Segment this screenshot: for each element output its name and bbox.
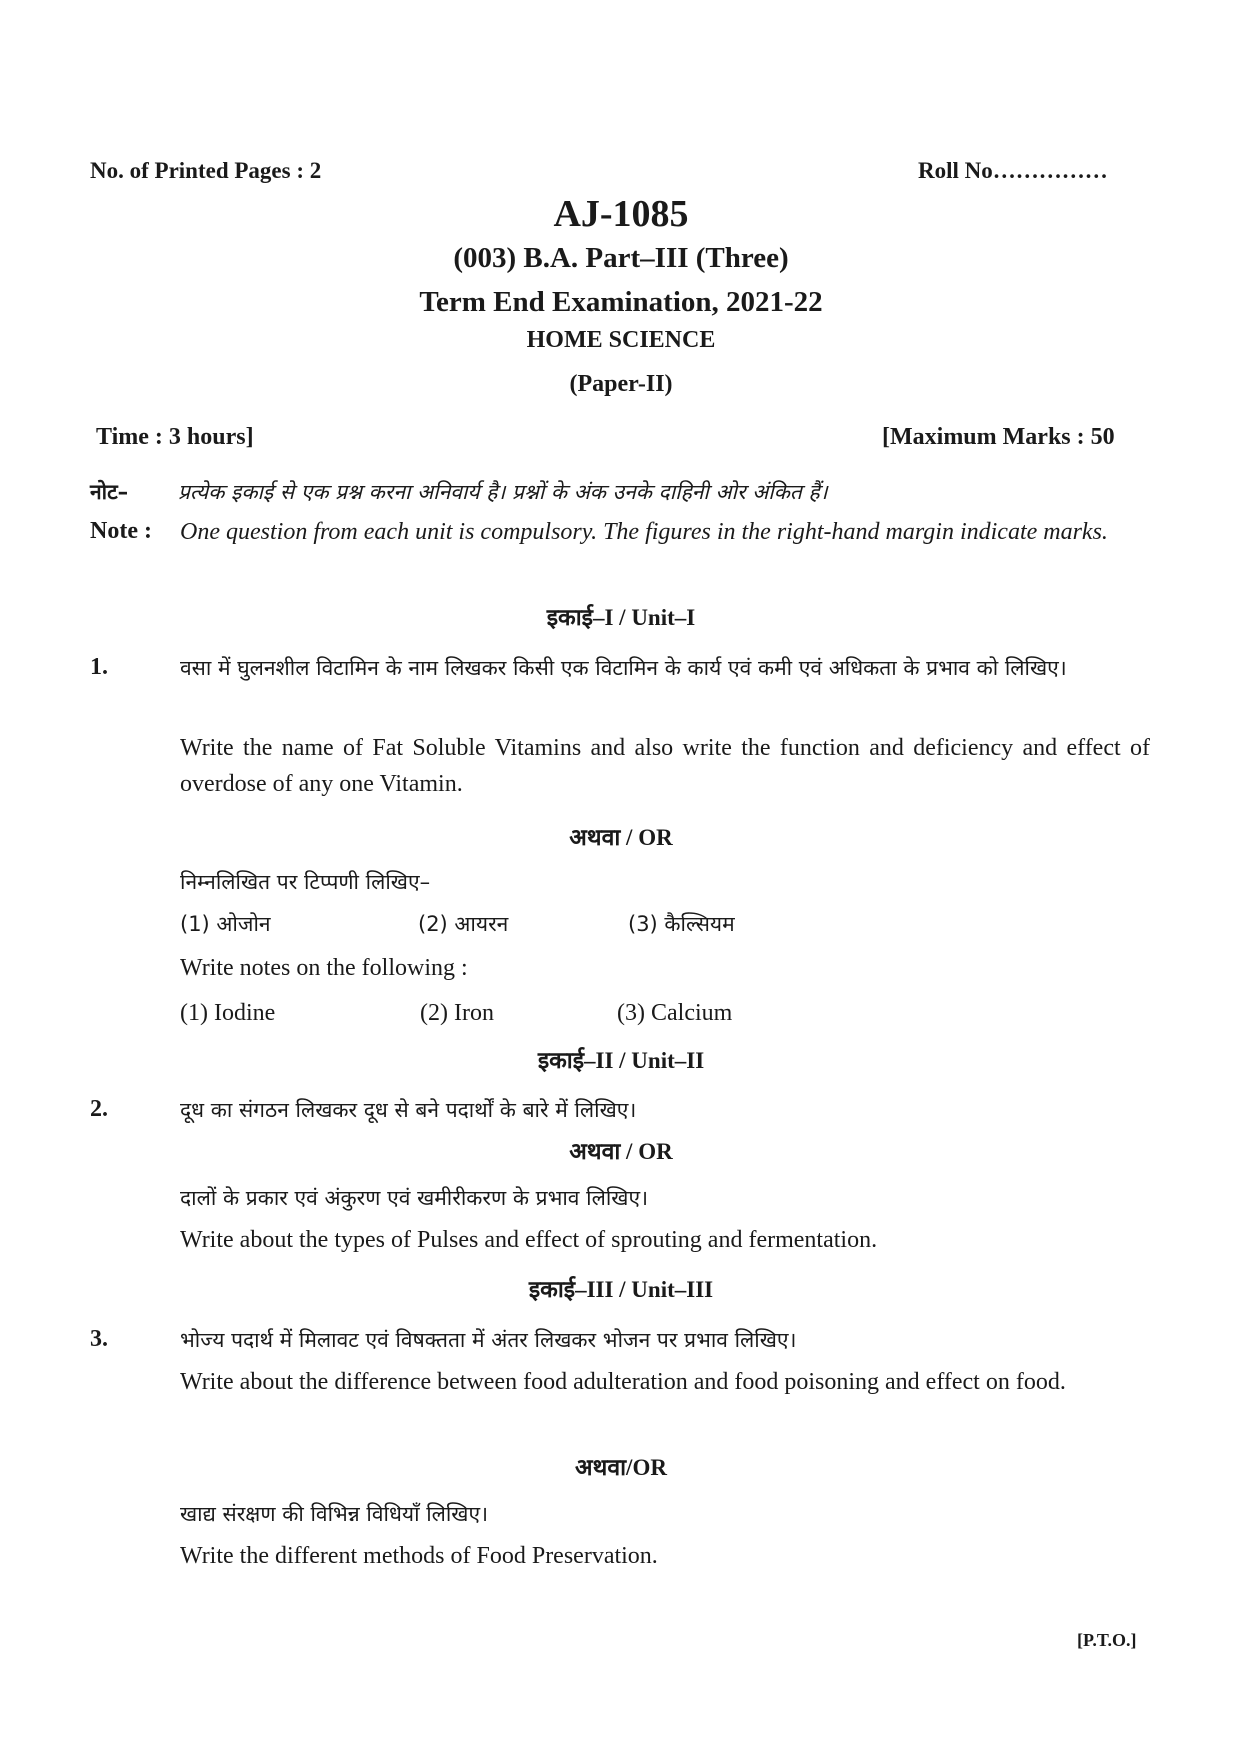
- question-1-english: Write the name of Fat Soluble Vitamins and also write the function and deficiency and effect of overdose of any one Vitamin.: [180, 735, 1150, 797]
- alt-1-option-1-english: (1) Iodine: [180, 1000, 276, 1026]
- or-divider-1: अथवा / OR: [569, 825, 673, 850]
- paper-code: AJ-1085: [553, 193, 689, 235]
- alt-1-option-3-english: (3) Calcium: [617, 1000, 733, 1026]
- note-text-hindi: प्रत्येक इकाई से एक प्रश्न करना अनिवार्य है। प्रश्नों के अंक उनके दाहिनी ओर अंकित हैं।: [178, 480, 828, 504]
- question-1-hindi: वसा में घुलनशील विटामिन के नाम लिखकर किसी एक विटामिन के कार्य एवं कमी एवं अधिकता के प्रभाव को लिखिए।: [180, 656, 1067, 680]
- alt-question-3-hindi: खाद्य संरक्षण की विभिन्न विधियाँ लिखिए।: [180, 1502, 489, 1526]
- or-divider-2: अथवा / OR: [569, 1139, 673, 1164]
- maximum-marks: [Maximum Marks : 50: [882, 424, 1115, 450]
- alt-1-option-3-hindi: (3) कैल्सियम: [628, 912, 735, 936]
- question-number-3: 3.: [90, 1326, 108, 1352]
- note-label-english: Note :: [90, 518, 152, 544]
- roll-no: Roll No……………: [918, 158, 1108, 183]
- subject-title: HOME SCIENCE: [526, 327, 716, 353]
- alt-1-option-2-hindi: (2) आयरन: [418, 912, 509, 936]
- alt-question-1-english: Write notes on the following :: [180, 955, 468, 981]
- or-divider-3: अथवा/OR: [575, 1455, 667, 1480]
- question-2-hindi: दूध का संगठन लिखकर दूध से बने पदार्थों के बारे में लिखिए।: [180, 1098, 637, 1122]
- alt-1-option-2-english: (2) Iron: [420, 1000, 494, 1026]
- unit-1-heading: इकाई–I / Unit–I: [546, 605, 696, 630]
- note-text-english: One question from each unit is compulsory. The figures in the right-hand margin indicate marks.: [180, 519, 1108, 545]
- alt-1-option-1-hindi: (1) ओजोन: [180, 912, 271, 936]
- question-3-hindi: भोज्य पदार्थ में मिलावट एवं विषक्तता में अंतर लिखकर भोजन पर प्रभाव लिखिए।: [180, 1328, 797, 1352]
- printed-pages: No. of Printed Pages : 2: [90, 158, 322, 183]
- unit-3-heading: इकाई–III / Unit–III: [528, 1277, 714, 1302]
- course-title: (003) B.A. Part–III (Three): [453, 242, 789, 274]
- alt-question-2-hindi: दालों के प्रकार एवं अंकुरण एवं खमीरीकरण के प्रभाव लिखिए।: [180, 1186, 649, 1210]
- please-turn-over: [P.T.O.]: [1077, 1630, 1137, 1650]
- time-allowed: Time : 3 hours]: [96, 424, 254, 450]
- alt-question-3-english: Write the different methods of Food Preservation.: [180, 1543, 658, 1569]
- note-label-hindi: नोट–: [90, 480, 129, 504]
- question-3-english: Write about the difference between food adulteration and food poisoning and effect on food.: [180, 1369, 1066, 1395]
- question-number-2: 2.: [90, 1096, 108, 1122]
- alt-question-1-hindi: निम्नलिखित पर टिप्पणी लिखिए–: [180, 870, 431, 894]
- alt-question-2-english: Write about the types of Pulses and effect of sprouting and fermentation.: [180, 1227, 878, 1253]
- unit-2-heading: इकाई–II / Unit–II: [537, 1048, 705, 1073]
- exam-title: Term End Examination, 2021-22: [419, 286, 823, 318]
- question-number-1: 1.: [90, 654, 108, 680]
- paper-number: (Paper-II): [569, 371, 673, 397]
